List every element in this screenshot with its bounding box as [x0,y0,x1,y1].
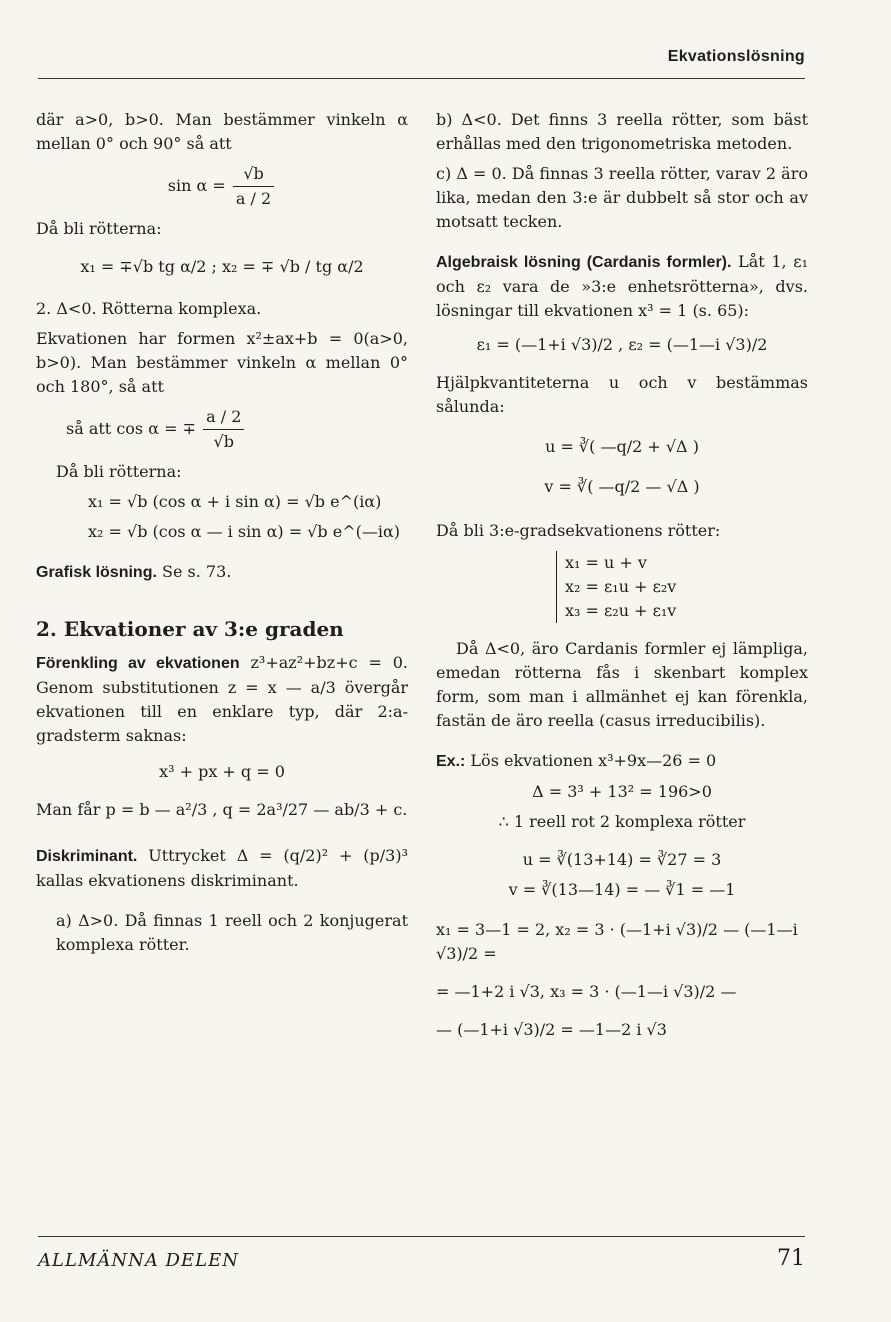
right-column [436,108,808,1048]
example-u: u = ∛(13+14) = ∛27 = 3 [522,850,722,869]
example-x2-x3: = —1+2 i √3, x₃ = 3 · (—1—i √3)/2 — [436,982,737,1001]
example-line: Ex.: Lös ekvationen x³+9x—26 = 0 [436,751,717,770]
roots-system: x₁ = u + v x₂ = ε₁u + ε₂v x₃ = ε₂u + ε₁v [436,551,808,623]
section-heading: 2. Ekvationer av 3:e graden [36,617,344,641]
paragraph-forenkling: Förenkling av ekvationen z³+az²+bz+c = 0. Genom substitutionen z = x — a/3 övergår ekvationen till en enklare typ, där 2:a-gradsterm saknas: [36,653,408,745]
paragraph-cardanis: Algebraisk lösning (Cardanis formler). Låt 1, ε₁ och ε₂ vara de »3:e enhetsrötterna», dvs. lösningar till ekvationen x³ = 1 (s. 65): [436,252,808,320]
paragraph: Då bli rötterna: [56,462,182,481]
case-heading: 2. Δ<0. Rötterna komplexa. [36,299,262,318]
equation-unity-roots: ε₁ = (—1+i √3)/2 , ε₂ = (—1—i √3)/2 [476,335,768,354]
example-root-count: ∴ 1 reell rot 2 komplexa rötter [498,812,746,831]
equation-sin-alpha: sin α = $\frac{√b}{a / 2}$ [36,162,408,211]
example-delta: Δ = 3³ + 13² = 196>0 [532,782,712,801]
paragraph-diskriminant: Diskriminant. Uttrycket Δ = (q/2)² + (p/3)³ kallas ekvationens diskriminant. [36,846,408,890]
paragraph: där a>0, b>0. Man bestämmer vinkeln α mellan 0° och 90° så att [36,110,408,153]
equation-cos-alpha: så att cos α = ∓ $\frac{a / 2}{√b}$ [36,405,408,454]
equation-u: u = ∛( —q/2 + √Δ ) [545,437,699,456]
running-header: Ekvationslösning [667,48,805,65]
page-number: 71 [777,1246,805,1271]
equation-x2-complex: x₂ = √b (cos α — i sin α) = √b e^(—iα) [88,522,400,541]
footer-rule [38,1236,805,1237]
equation-v: v = ∛( —q/2 — √Δ ) [544,477,700,496]
paragraph: Då bli 3:e-gradsekvationens rötter: [436,521,721,540]
paragraph: b) Δ<0. Det finns 3 reella rötter, som bäst erhållas med den trigonometriska metoden. [436,110,808,153]
paragraph: Hjälpkvantiteterna u och v bestämmas sålunda: [436,373,808,416]
paragraph: Ekvationen har formen x²±ax+b = 0(a>0, b>0). Man bestämmer vinkeln α mellan 0° och 180°, så att [36,329,408,396]
paragraph: Då Δ<0, äro Cardanis formler ej lämpliga, emedan rötterna fås i skenbart komplex form, som man i allmänhet ej kan förenkla, fastän de äro reella (casus irreducibilis). [436,639,808,730]
paragraph: c) Δ = 0. Då finnas 3 reella rötter, varav 2 äro lika, medan den 3:e är dubbelt så stor och av motsatt tecken. [436,164,808,231]
paragraph-grafisk: Grafisk lösning. Se s. 73. [36,562,232,581]
left-column [36,108,408,963]
header-rule [38,78,805,79]
example-x1-x2: x₁ = 3—1 = 2, x₂ = 3 · (—1+i √3)/2 — (—1—i √3)/2 = [436,920,798,963]
equation-p-q: Man får p = b — a²/3 , q = 2a³/27 — ab/3 + c. [36,800,408,819]
equation-x1-complex: x₁ = √b (cos α + i sin α) = √b e^(iα) [88,492,382,511]
paragraph: a) Δ>0. Då finnas 1 reell och 2 konjugerat komplexa rötter. [56,911,408,954]
example-x3: — (—1+i √3)/2 = —1—2 i √3 [436,1020,667,1039]
footer-section-title: ALLMÄNNA DELEN [38,1250,239,1271]
paragraph: Då bli rötterna: [36,219,162,238]
equation-reduced-cubic: x³ + px + q = 0 [159,762,285,781]
example-v: v = ∛(13—14) = — ∛1 = —1 [508,880,736,899]
equation-roots-real: x₁ = ∓√b tg α/2 ; x₂ = ∓ √b / tg α/2 [80,257,364,276]
